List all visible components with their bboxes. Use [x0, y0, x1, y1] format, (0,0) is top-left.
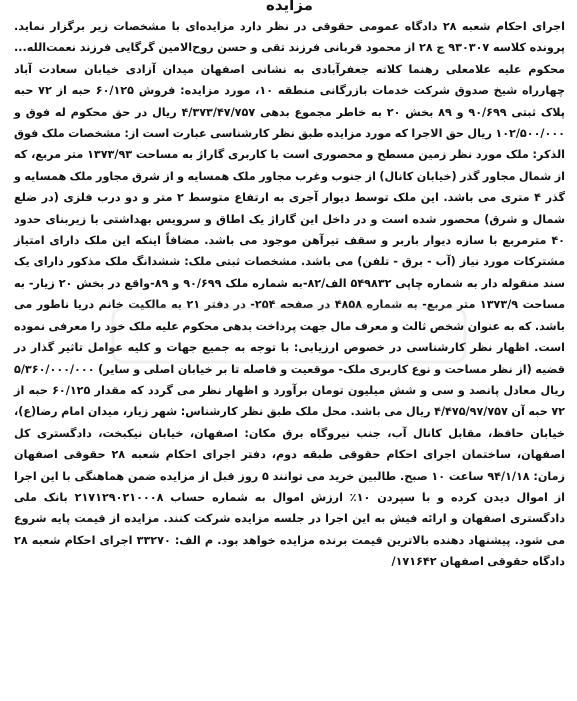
- notice-body-text: اجرای احکام شعبه ۲۸ دادگاه عمومی حقوقی در نظر دارد مزایده‌ای با مشخصات زیر برگزار نماید. پرونده کلاسه ۹۳۰۳۰۷ ج ۲۸ از محمود قربانی فرزند تقی و حسن روح‌الامین گرگایی فرزند نعمت‌الله... محکوم علیه علامعلی رهنما کلاته جعفرآبادی به نشانی اصفهان میدان آزادی خیابان سعادت آباد چهارراه شیخ صدوق شرکت خدمات بازرگانی منطقه ۱۰، مورد مزایده: فروش ۶۰/۱۲۵ حبه از ۷۲ حبه پلاک ثبتی ۹۰/۶۹۹ و ۸۹ بخش ۲۰ به خاطر مجموع بدهی ۴/۳۷۳/۴۷/۷۵۷ ریال در حق محکوم له فوق و ۱۰۲/۵۰۰/۰۰۰ ریال حق الاجرا که مورد مزایده طبق نظر کارشناسی عبارت است از: مشخصات ملک فوق الذکر: ملک مورد نظر زمین مسطح و محصوری است با کاربری گاراژ به مساحت ۱۳۷۳/۹۳ متر مربع، که از شمال مجاور گذر (خیابان کانال) از جنوب وغرب مجاور ملک همسایه و از شرق مجاور ملک همسایه و گذر ۴ متری می باشد. این ملک توسط دیوار آجری به ارتفاع متوسط ۲ متر و دو درب فلزی (در ضلع شمال و شرق) محصور شده است و در داخل این گاراژ یک اطاق و سرویس بهداشتی با زیربنای حدود ۴۰ مترمربع با سازه دیوار باربر و سقف تیرآهن موجود می باشد. مضافاً اینکه این ملک دارای امتیاز مشترکات مورد نیاز (آب - برق - تلفن) می باشد. مشخصات ثبتی ملک: ششدانگ ملک مذکور دارای یک سند منقوله دار به شماره چاپی ۵۴۹۸۳۲ الف/۸۲-به شماره ملک ۹۰/۶۹۹ و ۸۹-واقع در بخش ۲۰ زیار- به مساحت ۱۳۷۳/۹ متر مربع- به شماره ۴۸۵۸ در صفحه ۲۵۴- در دفتر ۲۱ به مالکیت خانم دریا ناطور می باشد. که به عنوان شخص ثالث و معرف مال جهت پرداخت بدهی محکوم علیه ملک خود را معرفی نموده است. اظهار نظر کارشناسی در خصوص ارزیابی: با توجه به جمیع جهات و کلیه عوامل تاثیر گذار در قضیه (از نظر مساحت و نوع کاربری ملک- موقعیت و فاصله تا بر خیابان اصلی و سایر) ۵/۳۶۰/۰۰۰/۰۰۰ ریال معادل پانصد و سی و شش میلیون تومان برآورد و اظهار نظر می گردد که مقدار ۶۰/۱۲۵ حبه از ۷۲ حبه آن ۴/۴۷۵/۹۷/۷۵۷ ریال می باشد. محل ملک طبق نظر کارشناس: شهر زیار، میدان امام رضا(ع)، خیابان حافظ، مقابل کانال آب، جنب نیروگاه برق مکان: اصفهان، خیابان نیکبخت، دادگستری کل اصفهان، ساختمان اجرای احکام حقوقی طبقه دوم، دفتر اجرای احکام شعبه ۲۸ حقوقی اصفهان زمان: ۹۴/۱/۱۸ ساعت ۱۰ صبح. طالبین خرید می توانند ۵ روز قبل از مزایده ضمن هماهنگی با این اجرا از اموال دیدن کرده و با سپردن ۱۰٪ ارزش اموال به شماره حساب ۲۱۷۱۲۹۰۲۱۰۰۰۸ بانک ملی دادگستری اصفهان و ارائه فیش به این اجرا در جلسه مزایده شرکت کنند. مزایده از قیمت پایه شروع می شود. پیشنهاد دهنده بالاترین قیمت برنده مزایده خواهد بود. م الف: ۳۳۲۷۰ اجرای احکام شعبه ۲۸ دادگاه حقوقی اصفهان ۱۷۱۶۴۲/: [14, 20, 566, 569]
- notice-title: مزایده: [266, 0, 313, 14]
